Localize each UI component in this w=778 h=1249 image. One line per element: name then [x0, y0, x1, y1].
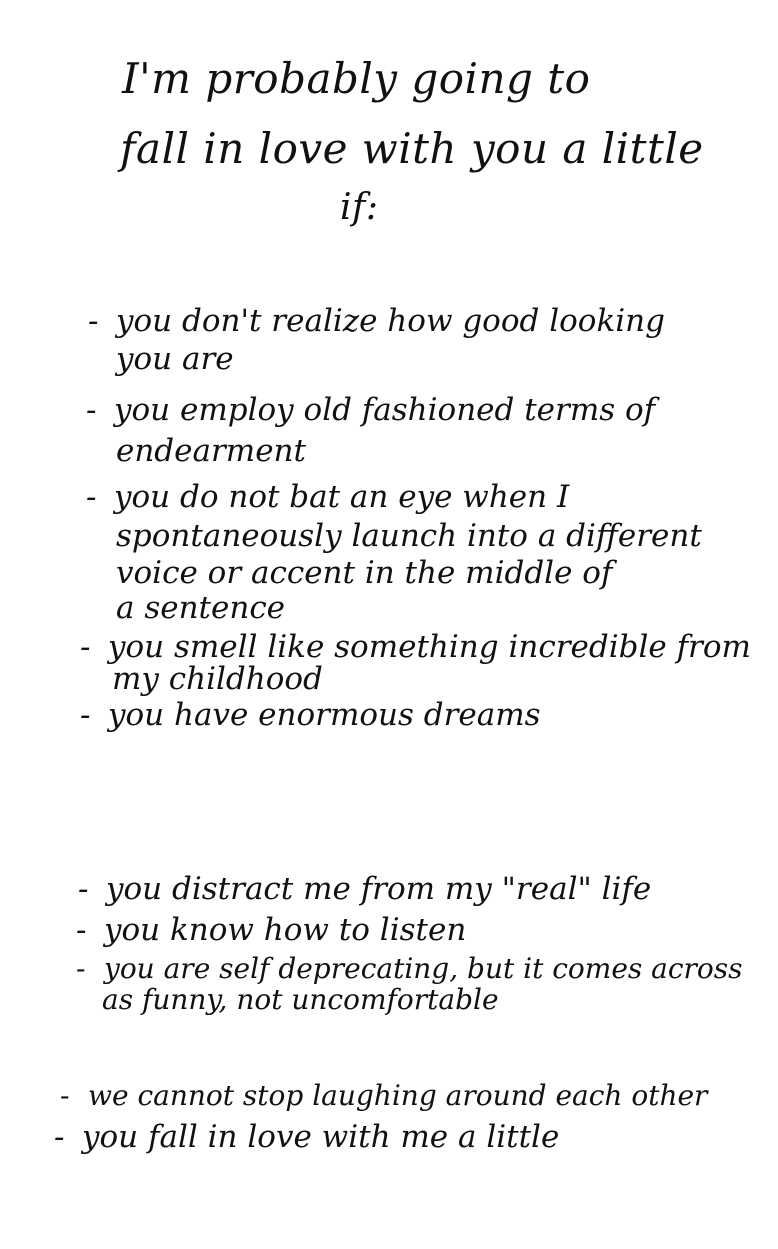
list-item-line: endearment: [116, 433, 306, 469]
bullet-dash: -: [76, 912, 87, 948]
note-title-line-2: fall in love with you a little: [120, 124, 704, 173]
list-item-line: you employ old fashioned terms of: [114, 392, 656, 428]
list-item-line: you do not bat an eye when I: [114, 479, 570, 515]
list-item-line: you smell like something incredible from: [108, 629, 751, 665]
bullet-dash: -: [78, 871, 89, 907]
list-item-line: you don't realize how good looking: [116, 303, 665, 339]
list-item-line: you know how to listen: [104, 912, 467, 948]
note-title-line-3: if:: [340, 187, 379, 228]
list-item-line: as funny, not uncomfortable: [102, 983, 499, 1016]
bullet-dash: -: [54, 1119, 65, 1155]
bullet-dash: -: [86, 479, 97, 515]
list-item-line: you are self deprecating, but it comes across: [104, 952, 743, 985]
list-item-line: you are: [116, 341, 234, 377]
bullet-dash: -: [86, 392, 97, 428]
list-item-line: a sentence: [116, 590, 286, 626]
list-item-line: you have enormous dreams: [108, 697, 541, 733]
list-item-line: we cannot stop laughing around each other: [88, 1079, 708, 1112]
note-title-line-1: I'm probably going to: [122, 54, 591, 103]
bullet-dash: -: [76, 952, 86, 985]
list-item-line: voice or accent in the middle of: [116, 555, 613, 591]
bullet-dash: -: [80, 629, 91, 665]
bullet-dash: -: [88, 303, 99, 339]
list-item-line: spontaneously launch into a different: [116, 518, 702, 554]
bullet-dash: -: [80, 697, 91, 733]
list-item-line: you fall in love with me a little: [82, 1119, 560, 1155]
list-item-line: my childhood: [112, 661, 323, 697]
list-item-line: you distract me from my "real" life: [106, 871, 652, 907]
bullet-dash: -: [60, 1079, 70, 1112]
